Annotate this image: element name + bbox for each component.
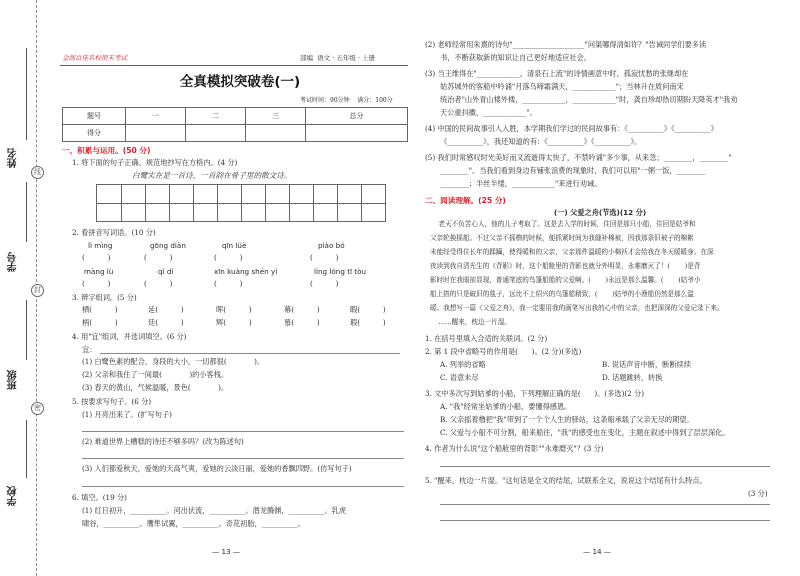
score-header: 一 [126,108,186,125]
q6-item-5b[interactable]: ________"。当我们看到身边有铺张浪费的现象时，我们可以用"一粥一饭，________ [440,166,706,175]
answer-line[interactable] [82,431,404,432]
char-pair-item[interactable]: 廷( ) [148,318,184,327]
score-header: 题号 [63,108,126,125]
answer-paren[interactable]: ( ) [82,253,111,262]
writing-grid[interactable] [96,184,386,222]
r5-prompt: 5. "醒来，枕边一片湿。"这句话是全文的结尾，试联系全文，说说这个结尾有什么特点。 [425,476,707,485]
answer-paren[interactable]: ( ) [214,253,243,262]
char-pair-item[interactable]: 栖( ) [82,305,118,314]
q5-prompt: 5. 按要求写句子。(6 分) [72,397,152,406]
score-cell[interactable] [306,125,408,142]
q5-item-1: (1) 月亮出来了。(扩写句子) [82,410,172,419]
seal-circle-secret: 密 [31,402,44,415]
pinyin-item: qí dí [158,267,174,276]
binding-strip [0,0,52,576]
class-label: 班级 [8,370,19,390]
page-number-left: — 13 — [212,547,241,556]
q6-item-4[interactable]: (4) 中国的民间故事引人入胜，本学期我们学过的民间故事有：《__________》《__________》 [425,124,718,133]
q4-prompt: 4. 用"宜"组词，并选词填空。(6 分) [72,332,187,341]
exam-info: 考试时间：90分钟 满分：100分 [300,97,393,104]
id-label: 学号 [8,252,19,272]
q2-prompt: 2. 看拼音写词语。(10 分) [72,228,156,237]
q1-prompt: 1. 将下面的句子正确、规范地抄写在方格内。(4 分) [72,158,238,167]
char-pair-item[interactable]: 辉( ) [216,318,252,327]
answer-line[interactable] [440,466,770,467]
r2-option-d[interactable]: D. 话题跳转，转换 [602,373,663,382]
q4-item-3[interactable]: (3) 春天的黄山，气候温暖，景色( )。 [82,383,229,392]
score-header: 三 [246,108,306,125]
r3-prompt: 3. 文中多次写到姑爹的小船，下列理解正确的是( )。(多选)(2 分) [425,389,645,398]
passage-line: 父亲轮换摇船。不过父亲不摇橹的时候，便抓紧时间为我缝补棉被，因我那条旧被子的棉絮 [430,234,694,242]
score-table [62,107,408,142]
char-pair-item[interactable]: 晖( ) [216,305,252,314]
seal-circle-line: 线 [31,166,44,179]
answer-paren[interactable]: ( ) [144,253,173,262]
r3-option-c[interactable]: C. 父爱与小船不可分割，船来船往，"我"的感受也在变化，主题在叙述中得到了层层深化。 [440,428,730,437]
pinyin-item: lì mìng [88,241,113,250]
passage-title: (一) 父爱之舟(节选)(12 分) [553,208,647,217]
score-row-label: 得分 [63,125,126,142]
name-write-line [26,48,27,140]
passage-line: 老天不负苦心人，他的儿子考取了。这是去入学的时候，住回是那只小船，住回是姑爷和 [430,220,696,228]
char-pair-item[interactable]: 幕( ) [284,305,320,314]
r1-prompt: 1. 在括号里填入合适的关联词。(2 分) [425,334,548,343]
score-cell[interactable] [126,125,186,142]
r4-prompt: 4. 作者为什么说"这个船舱里的背影""永难磨灭"？(3 分) [425,444,604,453]
section-2-heading: 二、阅读理解。(25 分) [425,196,506,205]
char-pair-item[interactable]: 柄( ) [82,318,118,327]
section-1-heading: 一、积累与运用。(50 分) [62,146,151,155]
r5-points: (3 分) [748,489,768,498]
r2-prompt: 2. 第 1 段中省略号的作用是( )。(2 分)(多选) [425,347,582,356]
q5-item-2: (2) 难道世界上槽糕的诗还不够多吗？(改为陈述句) [82,437,244,446]
q4-item-2[interactable]: (2) 父亲和我住了一间最( )的小客栈。 [82,370,229,379]
pinyin-item: xīn kuàng shén yí [214,267,278,276]
q6-item-2b: 书，不断获取新的知识让自己更好地适应社会。 [440,53,591,62]
passage-line: 影时时在我眼前显现，普通笔底的鸟篷船船的父爱啊。( )永远是那么温馨。( )姑爷小 [430,276,701,284]
passage-line: 未能经受得住长年的蹂躏，使得暖和的父亲，父亲那件温暖的小棉袄才会给我在冬天暖暖身。在深 [430,248,714,256]
answer-paren[interactable]: ( ) [214,279,243,288]
answer-paren[interactable]: ( ) [310,253,339,262]
r3-option-a[interactable]: A. "我"经常坐姑爹的小船，要懂得感恩。 [440,402,572,411]
q6-item-5c[interactable]: ________；半丝半缕，____________"来进行劝诫。 [440,179,602,188]
pinyin-item: gōng diàn [150,241,186,250]
answer-paren[interactable]: ( ) [82,279,111,288]
q6-item-1b[interactable]: 啸谷，__________。鹰隼试翼，__________。奇花初胎，__________。 [82,519,305,528]
answer-line[interactable] [82,486,404,487]
q1-sentence: 白鹭实在是一首诗，一首韵在骨子里的散文诗。 [132,171,292,180]
q6-item-4b[interactable]: 《__________》，我还知道的有：《__________》《__________》。 [440,137,642,146]
q6-item-3[interactable]: (3) 当王维得在"____________，清泉石上流"的诗情画意中时，孤寂忧愁的张继却在 [425,69,689,78]
answer-paren[interactable]: ( ) [144,279,173,288]
page-number-right: — 14 — [583,547,612,556]
q6-item-1[interactable]: (1) 红日初升，__________。河出伏流，__________。潜龙腾渊，__________。乳虎 [82,506,347,515]
answer-line[interactable] [440,520,770,521]
course-info: 部编 语文 · 五年级 · 上册 [300,54,376,62]
q4-yi-label: 宜： [82,345,97,354]
r2-option-b[interactable]: B. 说话声音中断，断断续续 [602,360,691,369]
q6-item-3c[interactable]: 统治者"山外青山楼外楼，____________，____________"时，龚自珍却热切期盼天降英才"我劝 [440,95,738,104]
score-header: 总分 [306,108,408,125]
q6-item-3b[interactable]: 姑苏城外的客船中吟诵"月落乌啼霜满天，____________"；当林升在质问南宋 [440,82,684,91]
banner: 金阁百佳名校期末考试 [62,54,127,62]
passage-line: 船上搭的只是破旧的毯子，远比不上绍兴的乌篷船精致，( )姑爷的小渔船仍然是那么温 [430,290,694,298]
answer-paren[interactable]: ( ) [310,279,339,288]
school-label: 学校 [8,486,19,506]
passage-line: ……醒来，枕边一片湿。 [430,318,511,326]
class-write-line [26,300,27,360]
char-pair-item[interactable]: 延( ) [148,305,184,314]
answer-line[interactable] [440,504,770,505]
q4-item-1[interactable]: (1) 白鹭色素的配合，身段的大小，一切都很( )。 [82,357,265,366]
pinyin-item: piào bó [318,241,345,250]
q6-prompt: 6. 填空。(19 分) [72,493,127,502]
pinyin-item: líng lóng tī tòu [314,267,367,276]
id-write-line [26,182,27,242]
header-rule [60,65,408,66]
q5-item-3: (3) 人们都爱秋天，爱她的天高气爽，爱她的云淡日丽，爱她的香飘四野。(仿写句子) [82,464,352,473]
q6-item-3d[interactable]: 天公重抖擞，____________"。 [440,108,537,117]
score-header: 二 [186,108,246,125]
passage-line: 暖。我想写一篇《父爱之舟》，我一定要用我的画笔写出我的心中的父亲，也把深深的父爱记录下来。 [430,304,724,312]
r2-option-a[interactable]: A. 列举的省略 [440,360,486,369]
answer-line[interactable] [82,458,404,459]
pinyin-item: màng lù [84,267,114,276]
answer-line[interactable] [100,353,400,354]
char-pair-item[interactable]: 瑕( ) [350,318,386,327]
char-pair-item[interactable]: 暇( ) [350,305,386,314]
char-pair-item[interactable]: 慕( ) [284,318,320,327]
score-cell[interactable] [186,125,246,142]
q6-item-2[interactable]: (2) 老师经常用朱熹的诗句"____________________"问渠哪得清如许？"告诫同学们要多读 [425,40,707,49]
pinyin-item: qīn lüè [222,241,247,250]
q6-item-5[interactable]: (5) 我们时常感叹时光美好而又流逝得太快了，不禁吟诵"多少事，从来急；________，________" [425,153,732,162]
r2-option-c[interactable]: C. 语意未尽 [440,373,479,382]
school-write-line [26,420,27,478]
seal-circle-seal: 封 [31,284,44,297]
score-cell[interactable] [246,125,306,142]
q3-prompt: 3. 辨字组词。(5 分) [72,293,137,302]
passage-line: 夜读到我自清光生的《背影》时，这个船舱里的背影也就分外明显，永难磨灭了！( )是背 [430,262,701,270]
r3-option-b[interactable]: B. 父亲摇着橹把"我"带到了一个个人生的驿站，这条船承载了父亲无尽的期望。 [440,415,694,424]
name-label: 姓名 [8,148,19,168]
page-title: 全真模拟突破卷(一) [179,74,301,90]
